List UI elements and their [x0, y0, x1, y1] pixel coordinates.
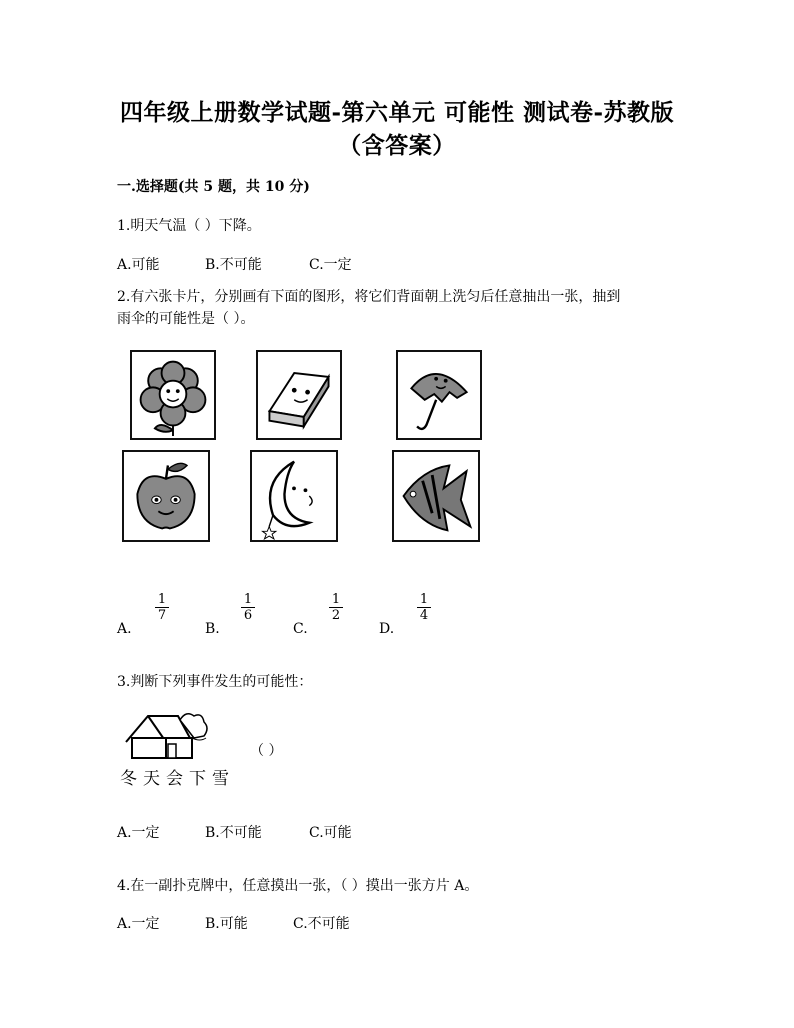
q2-option-b-label[interactable]: B. [205, 621, 220, 637]
fraction-denominator: 2 [331, 608, 341, 623]
q1-option-a[interactable]: A.可能 [117, 257, 160, 273]
q3-image-caption: 冬天会下雪 [120, 769, 235, 789]
card-book [256, 350, 342, 440]
card-umbrella [396, 350, 482, 440]
question-4: 4.在一副扑克牌中，任意摸出一张，（ ）摸出一张方片 A。 [117, 878, 479, 894]
q3-option-a[interactable]: A.一定 [117, 825, 160, 841]
q3-answer-blank[interactable]: （ ） [250, 743, 283, 759]
fraction-numerator: 1 [241, 592, 255, 608]
question-1: 1.明天气温（ ）下降。 [117, 218, 261, 234]
q2-option-a-fraction [155, 592, 169, 623]
section-heading: 一.选择题(共 5 题，共 10 分) [117, 179, 310, 195]
q2-option-d-label[interactable]: D. [379, 621, 395, 637]
moon-icon [252, 452, 336, 540]
question-2-line2: 雨伞的可能性是（ ）。 [117, 311, 255, 327]
q2-option-a-label[interactable]: A. [117, 621, 132, 637]
q2-option-c-fraction [329, 592, 343, 623]
q2-option-b-fraction [241, 592, 255, 623]
fraction-numerator: 1 [329, 592, 343, 608]
q1-option-b[interactable]: B.不可能 [205, 257, 262, 273]
question-3: 3.判断下列事件发生的可能性： [117, 674, 313, 690]
q1-option-c[interactable]: C.一定 [309, 257, 352, 273]
q2-option-c-label[interactable]: C. [293, 621, 308, 637]
question-2-line1: 2.有六张卡片，分别画有下面的图形，将它们背面朝上洗匀后任意抽出一张，抽到 [117, 289, 621, 305]
fraction-numerator: 1 [155, 592, 169, 608]
q4-option-b[interactable]: B.可能 [205, 916, 248, 932]
fish-icon [394, 452, 478, 540]
flower-icon [132, 352, 214, 438]
fraction-denominator: 6 [243, 608, 253, 623]
fraction-denominator: 4 [419, 608, 429, 623]
page-title-line1: 四年级上册数学试题-第六单元 可能性 测试卷-苏教版 [119, 99, 675, 126]
umbrella-icon [398, 352, 480, 438]
fraction-denominator: 7 [157, 608, 167, 623]
card-apple [122, 450, 210, 542]
card-fish [392, 450, 480, 542]
page-title-line2: （含答案） [338, 132, 456, 159]
q3-option-c[interactable]: C.可能 [309, 825, 352, 841]
q2-option-d-fraction [417, 592, 431, 623]
q4-option-c[interactable]: C.不可能 [293, 916, 350, 932]
apple-icon [124, 452, 208, 540]
q4-option-a[interactable]: A.一定 [117, 916, 160, 932]
q3-option-b[interactable]: B.不可能 [205, 825, 262, 841]
card-moon [250, 450, 338, 542]
card-flower [130, 350, 216, 440]
fraction-numerator: 1 [417, 592, 431, 608]
house-snow-icon [120, 708, 212, 762]
book-icon [258, 352, 340, 438]
